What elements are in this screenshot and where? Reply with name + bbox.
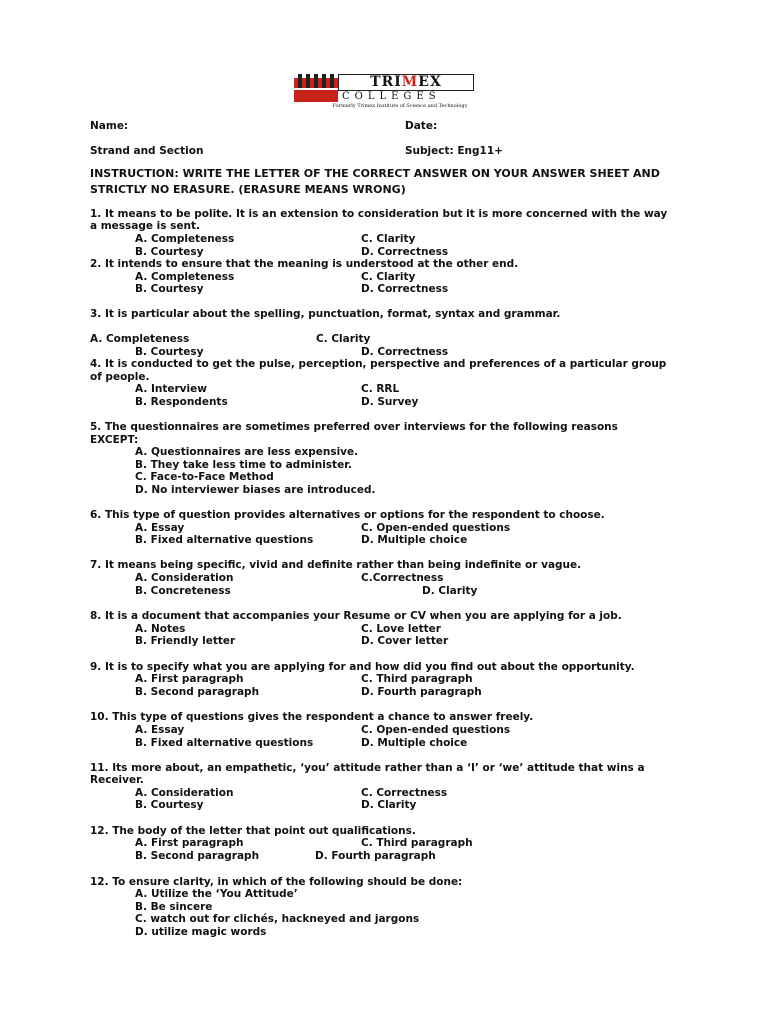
q13-option-b: B. Be sincere bbox=[135, 901, 213, 913]
instruction-line-2: STRICTLY NO ERASURE. (ERASURE MEANS WRONG) bbox=[90, 183, 406, 196]
question-11-text: 11. Its more about, an empathetic, ‘you’ attitude rather than a ‘I’ or ‘we’ attitude that wins a bbox=[90, 762, 645, 774]
q5-option-a: A. Questionnaires are less expensive. bbox=[135, 446, 359, 458]
q8-option-b: B. Friendly letter bbox=[135, 635, 236, 647]
q5-option-b: B. They take less time to administer. bbox=[135, 459, 352, 471]
q11-option-b: B. Courtesy bbox=[135, 799, 204, 811]
q11-option-c: C. Correctness bbox=[361, 787, 448, 799]
q8-option-d: D. Cover letter bbox=[361, 635, 449, 647]
q3-option-d: D. Correctness bbox=[361, 346, 449, 358]
q7-option-d: D. Clarity bbox=[422, 585, 478, 597]
q10-option-a: A. Essay bbox=[135, 724, 185, 736]
date-label: Date: bbox=[405, 120, 438, 132]
q6-option-d: D. Multiple choice bbox=[361, 534, 468, 546]
q5-option-c: C. Face-to-Face Method bbox=[135, 471, 274, 483]
q2-option-c: C. Clarity bbox=[361, 271, 416, 283]
q7-option-a: A. Consideration bbox=[135, 572, 234, 584]
q6-option-b: B. Fixed alternative questions bbox=[135, 534, 314, 546]
q3-option-a: A. Completeness bbox=[90, 333, 190, 345]
q11-option-d: D. Clarity bbox=[361, 799, 417, 811]
q7-option-c: C.Correctness bbox=[361, 572, 444, 584]
q1-option-a: A. Completeness bbox=[135, 233, 235, 245]
question-12-text: 12. The body of the letter that point out qualifications. bbox=[90, 825, 416, 837]
question-7-text: 7. It means being specific, vivid and definite rather than being indefinite or vague. bbox=[90, 559, 582, 571]
instruction-line-1: INSTRUCTION: WRITE THE LETTER OF THE CORRECT ANSWER ON YOUR ANSWER SHEET AND bbox=[90, 167, 660, 180]
q9-option-d: D. Fourth paragraph bbox=[361, 686, 482, 698]
logo-tagline: Formerly Trimex Institute of Science and Technology bbox=[332, 103, 468, 109]
subject-label: Subject: Eng11+ bbox=[405, 145, 503, 157]
question-1-text: 1. It means to be polite. It is an extension to consideration but it is more concerned with the way bbox=[90, 208, 668, 220]
q4-option-d: D. Survey bbox=[361, 396, 419, 408]
q4-option-c: C. RRL bbox=[361, 383, 400, 395]
q9-option-a: A. First paragraph bbox=[135, 673, 244, 685]
question-5-text-cont: EXCEPT: bbox=[90, 434, 139, 446]
strand-label: Strand and Section bbox=[90, 145, 204, 157]
question-9-text: 9. It is to specify what you are applying for and how did you find out about the opportunity. bbox=[90, 661, 635, 673]
q10-option-c: C. Open-ended questions bbox=[361, 724, 511, 736]
q3-option-c: C. Clarity bbox=[316, 333, 371, 345]
q12-option-c: C. Third paragraph bbox=[361, 837, 473, 849]
q9-option-b: B. Second paragraph bbox=[135, 686, 260, 698]
q6-option-c: C. Open-ended questions bbox=[361, 522, 511, 534]
q9-option-c: C. Third paragraph bbox=[361, 673, 473, 685]
q12-option-a: A. First paragraph bbox=[135, 837, 244, 849]
q10-option-d: D. Multiple choice bbox=[361, 737, 468, 749]
q2-option-d: D. Correctness bbox=[361, 283, 449, 295]
q1-option-d: D. Correctness bbox=[361, 246, 449, 258]
question-2-text: 2. It intends to ensure that the meaning is understood at the other end. bbox=[90, 258, 519, 270]
question-4-text: 4. It is conducted to get the pulse, perception, perspective and preferences of a particular group bbox=[90, 358, 667, 370]
q6-option-a: A. Essay bbox=[135, 522, 185, 534]
q2-option-a: A. Completeness bbox=[135, 271, 235, 283]
q12-option-b: B. Second paragraph bbox=[135, 850, 260, 862]
q1-option-b: B. Courtesy bbox=[135, 246, 204, 258]
name-label: Name: bbox=[90, 120, 129, 132]
q5-option-d: D. No interviewer biases are introduced. bbox=[135, 484, 376, 496]
q4-option-a: A. Interview bbox=[135, 383, 207, 395]
question-11-text-cont: Receiver. bbox=[90, 774, 144, 786]
q2-option-b: B. Courtesy bbox=[135, 283, 204, 295]
q11-option-a: A. Consideration bbox=[135, 787, 234, 799]
q8-option-c: C. Love letter bbox=[361, 623, 441, 635]
q7-option-b: B. Concreteness bbox=[135, 585, 231, 597]
question-4-text-cont: of people. bbox=[90, 371, 150, 383]
question-1-text-cont: a message is sent. bbox=[90, 220, 201, 232]
question-8-text: 8. It is a document that accompanies your Resume or CV when you are applying for a job. bbox=[90, 610, 622, 622]
q13-option-a: A. Utilize the ‘You Attitude’ bbox=[135, 888, 298, 900]
question-10-text: 10. This type of questions gives the respondent a chance to answer freely. bbox=[90, 711, 534, 723]
q3-option-b: B. Courtesy bbox=[135, 346, 204, 358]
logo-mark-icon bbox=[294, 74, 338, 102]
q13-option-c: C. watch out for clichés, hackneyed and jargons bbox=[135, 913, 420, 925]
question-5-text: 5. The questionnaires are sometimes preferred over interviews for the following reasons bbox=[90, 421, 618, 433]
logo-subtitle: COLLEGES bbox=[342, 91, 441, 102]
q13-option-d: D. utilize magic words bbox=[135, 926, 267, 938]
q8-option-a: A. Notes bbox=[135, 623, 186, 635]
question-6-text: 6. This type of question provides alternatives or options for the respondent to choose. bbox=[90, 509, 605, 521]
college-logo bbox=[294, 72, 476, 108]
q12-option-d: D. Fourth paragraph bbox=[315, 850, 436, 862]
question-13-text: 12. To ensure clarity, in which of the following should be done: bbox=[90, 876, 463, 888]
q4-option-b: B. Respondents bbox=[135, 396, 228, 408]
question-3-text: 3. It is particular about the spelling, punctuation, format, syntax and grammar. bbox=[90, 308, 561, 320]
q1-option-c: C. Clarity bbox=[361, 233, 416, 245]
q10-option-b: B. Fixed alternative questions bbox=[135, 737, 314, 749]
logo-brand: TRIMEX bbox=[338, 74, 474, 91]
